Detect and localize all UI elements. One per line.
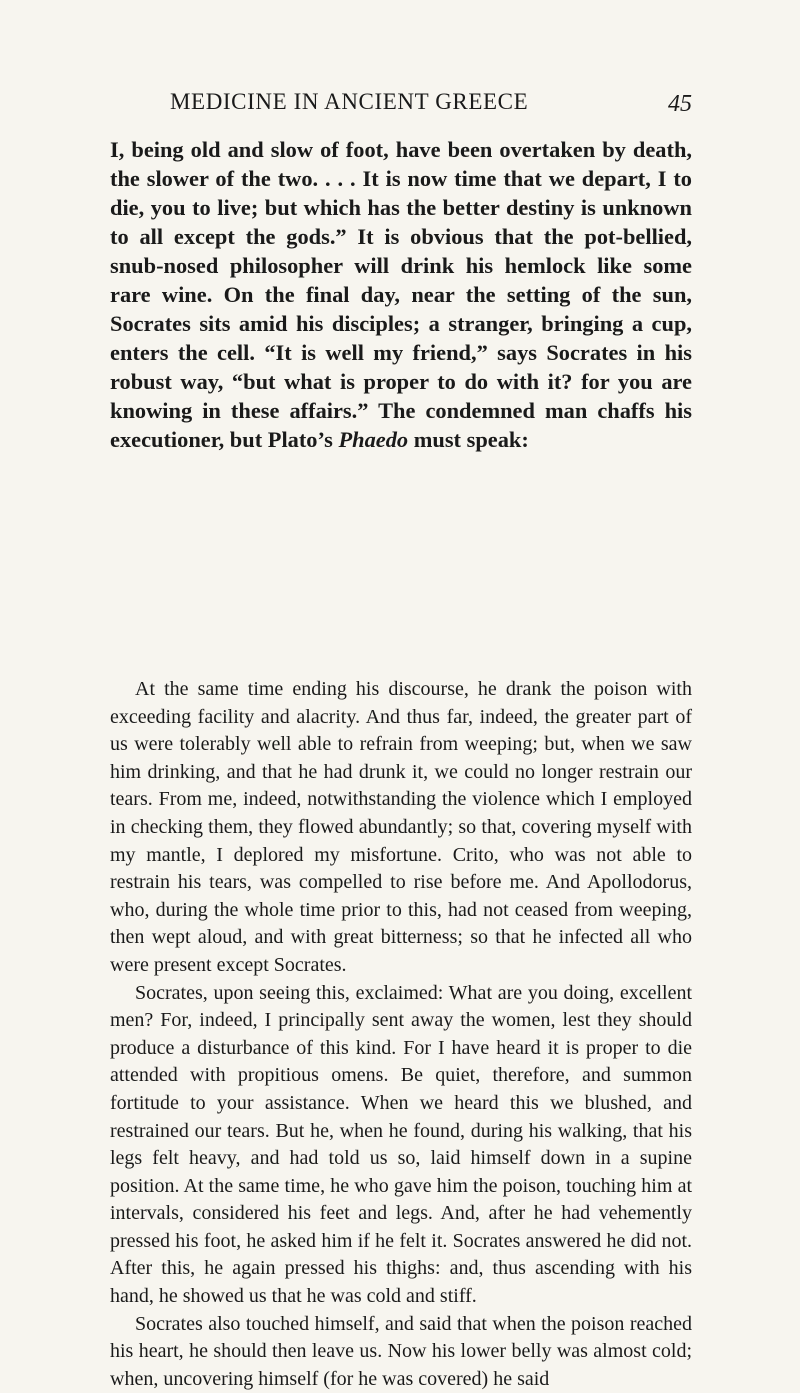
quote-paragraph: Socrates, upon seeing this, exclaimed: What are you doing, excellent men? For, indeed, I principally sent away the women, lest they should produce a disturbance of this kind. For I have heard it is proper to die attended with propitious omens. Be quiet, therefore, and summon fortitude to your assistance. When we heard this we blushed, and restrained our tears. But he, when he found, during his walking, that his legs felt heavy, and had told us so, laid himself down in a supine position. At the same time, he who gave him the poison, touching him at intervals, considered his feet and legs. And, after he had vehemently pressed his foot, he asked him if he felt it. Socrates answered he did not. After this, he again pressed his thighs: and, thus ascending with his hand, he showed us that he was cold and stiff. — [110, 981, 692, 1308]
body-lead-text: I, being old and slow of foot, have been overtaken by death, the slower of the two. . . . It is now time that we depart, I to die, you to live; but which has the better destiny is unknown to all except the gods.” It is obvious that the pot-bellied, snub-nosed philosopher will drink his hemlock like some rare wine. On the final day, near the setting of the sun, Socrates sits amid his disciples; a stranger, bringing a cup, enters the cell. “It is well my friend,” says Socrates in his robust way, “but what is proper to do with it? for you are knowing in these affairs.” The condemned man chaffs his executioner, but Plato’s — [110, 137, 692, 452]
page-number: 45 — [668, 91, 692, 117]
body-paragraph — [110, 135, 692, 454]
quote-paragraph: At the same time ending his discourse, he drank the poison with exceeding facility and alacrity. And thus far, indeed, the greater part of us were tolerably well able to refrain from weeping; but, when we saw him drinking, and that he had drunk it, we could no longer restrain our tears. From me, indeed, notwithstanding the violence which I employed in checking them, they flowed abundantly; so that, covering myself with my mantle, I deplored my misfortune. Crito, who was not able to restrain his tears, was compelled to rise before me. And Apollodorus, who, during the whole time prior to this, had not ceased from weeping, then wept aloud, and with great bitterness; so that he infected all who were present except Socrates. — [110, 678, 692, 976]
block-quote — [110, 676, 692, 1393]
running-head — [112, 86, 692, 118]
book-title-phaedo: Phaedo — [338, 427, 409, 452]
running-title: MEDICINE IN ANCIENT GREECE — [170, 89, 529, 114]
quote-paragraph: Socrates also touched himself, and said that when the poison reached his heart, he should then leave us. Now his lower belly was almost cold; when, uncovering himself (for he was covered) he said — [110, 1312, 692, 1390]
body-tail-text: must speak: — [413, 427, 529, 452]
